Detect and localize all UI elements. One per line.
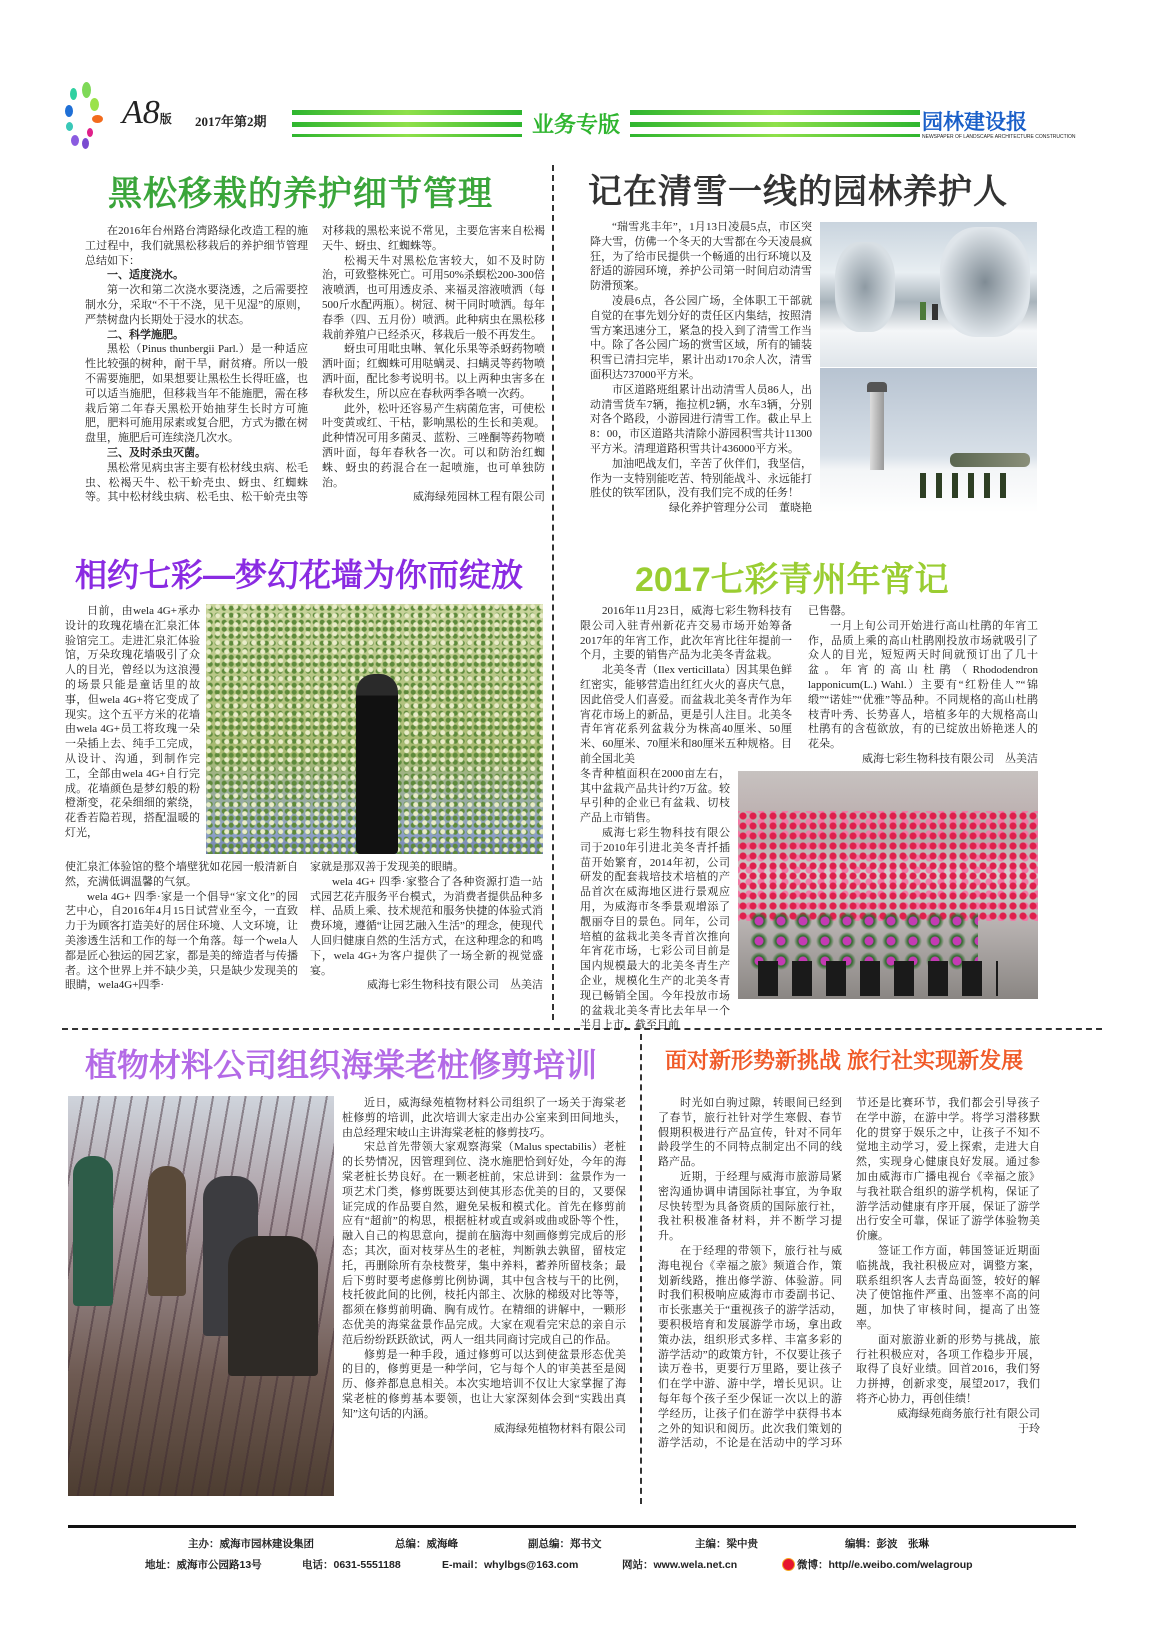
footer-phone: 电话：0631-5551188: [302, 1559, 401, 1571]
paragraph: 已售罄。: [808, 605, 852, 617]
article-body: [580, 604, 792, 767]
paragraph: 使汇泉汇体验馆的整个墙壁犹如花园一般清新自然，充满低调温馨的气氛。: [65, 861, 298, 888]
article-title: 相约七彩—梦幻花墙为你而绽放: [75, 557, 524, 593]
article-byline: 威海绿苑园林工程有限公司: [413, 491, 545, 504]
article-byline: 威海绿苑商务旅行社有限公司: [897, 1407, 1040, 1420]
paragraph: 家就是那双善于发现美的眼睛。: [310, 861, 464, 873]
masthead: [60, 80, 1100, 150]
article-layout: [580, 604, 1038, 1033]
section-heading: 三、及时杀虫灭菌。: [107, 446, 206, 459]
paragraph: 此外，松叶还容易产生病菌危害，可使松叶变黄或红、干枯，影响黑松的生长和美观。此种情况可用多菌灵、蓝粉、三唑酮等药物喷洒叶面，每年春秋各一次。可以和防治红蜘蛛、蚜虫的药混合在一起喷施，也可单独防治。: [322, 402, 545, 489]
paragraph: 时光如白驹过隙，转眼间已经到了春节，旅行社针对学生寒假、春节假期积极进行产品宣传，针对不同年龄段学生的不同特点制定出不同的线路产品。: [658, 1097, 842, 1169]
paragraph: 宋总首先带领大家观察海棠（Malus spectabilis）老桩的长势情况，因管理到位、浇水施肥恰到好处，今年的海棠老桩长势良好。在一颗老桩前，宋总讲到：盆景作为一项艺术门类，修剪既要达到使其形态优美的目的，又要保证完成的作品要自然，避免呆板和模式化。首先在修剪前应有“超前”的构思，根据桩材或直或斜或曲或卧等个性，融入自己的构思意向，提前在脑海中刻画修剪完成后的形态；其次，面对枝芽丛生的老桩，判断孰去孰留，留枝定托，再删除所有杂枝赘芽，集中养料，蓄养所留枝条；最后下剪时要考虑修剪比例协调，其中包含枝与干的比例，枝托彼此间的比例，枝托内部主、次脉的梯级对比等等，都须在修剪前明确、胸有成竹。在精细的讲解中，一颗形态优美的海棠盆景作品完成。大家在观看完宋总的亲自示范后纷纷跃跃欲试，两人一组共同商讨完成自己的作品。: [342, 1141, 626, 1346]
footer-address: 地址：威海市公园路13号: [145, 1559, 262, 1571]
article-body: [310, 860, 543, 993]
footer-weibo[interactable]: 微博：http//e.weibo.com/welagroup: [797, 1559, 973, 1571]
person-figure: [356, 674, 398, 854]
article-body: [65, 604, 200, 841]
section-title: 业务专版: [532, 112, 621, 137]
column-divider: [640, 1034, 642, 1504]
article-title: 记在清雪一线的园林养护人: [588, 173, 1008, 211]
footer-deputy-editor: 副总编：郑书文: [528, 1538, 602, 1550]
paragraph: 松褐天牛对黑松危害较大，如不及时防治，可致整株死亡。可用50%杀螟松200-300倍液喷洒，也可用透皮杀、来福灵溶液喷洒（每500斤水配两瓶）。树冠、树干同时喷洒。每年春季（四、五月份）喷洒。此种病虫在黑松移栽前养殖户已经杀灭，移栽后一般不再发生。: [322, 254, 545, 341]
paragraph: 一月上旬公司开始进行高山杜鹃的年宵工作，品质上乘的高山杜鹃刚投放市场就吸引了众人的目光，短短两天时间就预订出了几十盆。年宵的高山杜鹃（Rhododendron lapponicum(L.) Wahl.）主要有“红粉佳人”“锦缎”“诺娃”“优雅”等品种。不同规格的高山杜鹃枝青叶秀、长势喜人，培植多年的大规格高山杜鹃有的含苞欲放，有的已绽放出娇艳迷人的花朵。: [808, 619, 1038, 751]
article-title: 植物材料公司组织海棠老桩修剪培训: [85, 1047, 598, 1083]
flower-wall-photo: [206, 604, 543, 854]
article-body: [590, 220, 812, 516]
article-body: [85, 224, 545, 505]
paragraph: 蚜虫可用吡虫啉、氧化乐果等杀蚜药物喷洒叶面；红蜘蛛可用哒螨灵、扫螨灵等药物喷洒叶面，配比参考说明书。以上两种虫害多在春秋发生，所以应在春秋两季各喷一次药。: [322, 343, 545, 400]
page-number: A8: [122, 94, 160, 131]
paragraph: 北美冬青（Ilex verticillata）因其果色鲜红密实，能够营造出红红火火的喜庆气息，因此倍受人们喜爱。而盆栽北美冬青作为年宵花市场上的新品，更是引人注目。北美冬青年宵花系列盆栽分为株高40厘米、50厘米、60厘米、70厘米和80厘米五种规格。目前全国北美: [580, 664, 792, 765]
paragraph: 黑松常见病虫害主要有松材线虫病、松毛虫、松褐天牛、松干蚧壳虫、蚜虫、红蜘蛛等。其中松材线虫病、松毛虫、松干蚧壳虫等对移栽的黑松来说不常见，主要危害来自松褐天牛、蚜虫、红蜘蛛等。: [85, 225, 545, 504]
footer-editors: 编辑：彭波 张琳: [845, 1538, 929, 1550]
section-heading: 一、适度浇水。: [107, 269, 184, 282]
article-body: [808, 604, 1038, 767]
paragraph: 在2016年台州路台湾路绿化改造工程的施工过程中，我们就黑松移栽后的养护细节管理总结如下：: [85, 225, 308, 267]
article-author: 于玲: [1018, 1422, 1040, 1435]
paragraph: 2016年11月23日，威海七彩生物科技有限公司入驻青州新花卉交易市场开始筹备2017年的年宵工作，此次年宵比往年提前一个月，主要的销售产品为北美冬青盆栽。: [580, 605, 792, 662]
snow-park-photo: [820, 222, 1037, 367]
flower-market-photo: [738, 771, 1038, 999]
footer-chief-editor: 总编：威海峰: [395, 1538, 458, 1550]
snow-lighthouse-photo: [820, 368, 1037, 513]
newspaper-logo: 园林建设报: [922, 111, 1027, 134]
article-title: 黑松移栽的养护细节管理: [108, 175, 493, 213]
article-byline: 威海七彩生物科技有限公司 丛美洁: [367, 979, 543, 992]
article-body: [580, 767, 730, 1033]
paragraph: 面对旅游业新的形势与挑战，旅行社积极应对，各项工作稳步开展，取得了良好业绩。回首2016，我们努力拼搏，创新求变，展望2017，我们将齐心协力，再创佳绩！: [856, 1333, 1040, 1405]
paragraph: “瑞雪兆丰年”，1月13日凌晨5点，市区突降大雪，仿佛一个冬天的大雪都在今天凌晨疯狂，为了给市民提供一个畅通的出行环境以及舒适的游园环境，养护公司第一时间启动清雪防滑预案。: [590, 221, 812, 293]
article-layout: [65, 604, 543, 993]
footer-rule: [68, 1525, 1076, 1528]
article-byline: 绿化养护管理分公司 董晓艳: [669, 502, 812, 515]
footer-editor-in-charge: 主编：梁中贵: [695, 1538, 758, 1550]
weibo-icon: [782, 1558, 795, 1571]
issue-label: 2017年第2期: [195, 114, 267, 129]
section-heading: 二、科学施肥。: [107, 328, 184, 341]
paragraph: 凌晨6点，各公园广场，全体职工干部就自觉的在事先划分好的责任区内集结，按照清雪方案迅速分工，紧急的投入到了清雪工作当中。除了各公园广场的赏雪区域，所有的铺装积雪已清扫完毕，累计出动170余人次，清雪面积达737000平方米。: [590, 294, 812, 381]
article-body: [658, 1096, 1040, 1451]
article-title: 2017七彩青州年宵记: [635, 561, 949, 599]
newspaper-subtitle: NEWSPAPER OF LANDSCAPE ARCHITECTURE CONSTRUCTION: [922, 134, 1076, 140]
article-body: [65, 860, 298, 993]
paragraph: 威海七彩生物科技有限公司于2010年引进北美冬青扦插苗开始繁育，2014年初，公司研发的配套栽培技术培植的产品首次在威海地区进行景观应用，为威海市冬季景观增添了靓丽夺目的景色。同年，公司培植的盆栽北美冬青首次推向年宵花市场，七彩公司目前是国内规模最大的北美冬青生产企业，规模化生产的北美冬青现已畅销全国。今年投放市场的盆栽北美冬青比去年早一个半月上市，截至目前: [580, 826, 730, 1032]
footer-email[interactable]: E-mail：whylbgs@163.com: [442, 1559, 579, 1571]
paragraph: 冬青种植面积在2000亩左右，其中盆栽产品共计约7万盆。较早引种的企业已有盆栽、切枝产品上市销售。: [580, 767, 730, 825]
paragraph: 修剪是一种手段，通过修剪可以达到使盆景形态优美的目的，修剪更是一种学问，它与每个人的审美甚至是阅历、修养都息息相关。本次实地培训不仅让大家掌握了海棠老桩的修剪基本要领，也让大家深刻体会到“实践出真知”这句话的内涵。: [342, 1348, 626, 1420]
paragraph: 近期，于经理与威海市旅游局紧密沟通协调申请国际社事宜，为争取尽快转型为具备资质的国际旅行社，我社积极准备材料，并不断学习提升。: [658, 1170, 842, 1243]
flower-logo-icon: [60, 80, 120, 148]
column-divider: [552, 165, 554, 1020]
paragraph: 市区道路班组累计出动清雪人员86人，出动清雪货车7辆，拖拉机2辆，水车3辆，分别对各个路段，小游园进行清雪工作。截止早上8：00，市区道路共清除小游园积雪共计11300平方米。清理道路积雪共计436000平方米。: [590, 383, 812, 455]
paragraph: 在于经理的带领下，旅行社与威海电视台《幸福之旅》频道合作，策划新线路，推出修学游、体验游。同时我们积极响应威海市市委副书记、市长张惠关于“重视孩子的游学活动，要积极培育和发展游学市场，拿出政策办法，组织形式多样、丰富多彩的游学活动”的政策方针，不仅要让孩子读万卷书，更要行万里路，要让孩子们在学中游、游中学，增长见识。让每年每个孩子至少保证一次以上的游学经历，让孩子们在游学中获得书本之外的知识和阅历。此次我们策划的游学活动，不论是在活动中的学习环节还是比赛环节，我们都会引导孩子在学中游，在游中学。将学习潜移默化的贯穿于娱乐之中，让孩子不知不觉地主动学习，爱上探索，走进大自然，实现身心健康良好发展。通过参加由威海市广播电视台《幸福之旅》与我社联合组织的游学机构，保证了游学活动健康有序开展，保证了游学出行安全可靠，保证了游学体验物美价廉。: [658, 1097, 1040, 1450]
paragraph: 黑松（Pinus thunbergii Parl.）是一种适应性比较强的树种，耐干旱，耐贫瘠。所以一般不需要施肥，如果想要让黑松生长得旺盛，也可以适当施肥，但移栽当年不能施肥，需在移栽后第二年春天黑松开始抽芽生长时方可施肥，肥料可施用尿素或复合肥，方式为撒在树盘里，施肥后可连续浇几次水。: [85, 343, 308, 445]
article-byline: 威海绿苑植物材料有限公司: [494, 1422, 626, 1435]
paragraph: 加油吧战友们，辛苦了伙伴们，我坚信，作为一支特别能吃苦、特别能战斗、永远能打胜仗的铁军团队，没有我们完不成的任务！: [590, 457, 812, 500]
paragraph: wela 4G+ 四季·家是一个倡导“家文化”的园艺中心，自2016年4月15日试营业至今，一直致力于为顾客打造美好的居住环境、人文环境，让美渗透生活和工作的每一个角落。每一个wela人都是匠心独运的园艺家，都是美的缔造者与传播者。这个世界上并不缺少美，只是缺少发现美的眼睛，wela4G+四季·: [65, 890, 298, 992]
paragraph: 日前，由wela 4G+承办设计的玫瑰花墙在汇泉汇体验馆完工。走进汇泉汇体验馆，万朵玫瑰花墙吸引了众人的目光，曾经以为这浪漫的场景只能是童话里的故事，但wela 4G+将它变成了现实。这个五平方米的花墙由wela 4G+员工将玫瑰一朵一朵插上去、纯手工完成，从设计、沟通，到制作完工，全部由wela 4G+自行完成。花墙颜色是梦幻般的粉橙渐变，花朵细细的萦绕，花香若隐若现，搭配温暖的灯光，: [65, 605, 200, 839]
paragraph: 第一次和第二次浇水要浇透，之后需要控制水分，采取“不干不浇，见干见湿”的原则，严禁树盘内长期处于浸水的状态。: [85, 284, 308, 326]
paragraph: wela 4G+ 四季·家整合了各种资源打造一站式园艺花卉服务平台模式，为消费者提供品种多样、品质上乘、技术规范和服务快捷的体验式消费环境，遵循“让园艺融入生活”的理念，使现代人回归健康自然的生活方式，在这种理念的和鸣下，wela 4G+为客户提供了一场全新的视觉盛宴。: [310, 875, 543, 977]
page-suffix: 版: [159, 112, 172, 126]
article-byline: 威海七彩生物科技有限公司 丛美洁: [862, 752, 1038, 765]
footer-website[interactable]: 网站：www.wela.net.cn: [622, 1559, 738, 1571]
pruning-training-photo: [68, 1096, 334, 1496]
article-title: 面对新形势新挑战 旅行社实现新发展: [665, 1048, 1024, 1073]
article-body: [342, 1096, 626, 1436]
footer-sponsor: 主办：威海市园林建设集团: [188, 1538, 314, 1550]
paragraph: 近日，威海绿苑植物材料公司组织了一场关于海棠老桩修剪的培训，此次培训大家走出办公室来到田间地头，由总经理宋岐山主讲海棠老桩的修剪技巧。: [342, 1097, 626, 1139]
paragraph: 签证工作方面，韩国签证近期面临挑战，我社积极应对，调整方案，联系组织客人去青岛面签，较好的解决了使馆拖件严重、出签率不高的问题，加快了审核时间，提高了出签率。: [856, 1244, 1040, 1331]
